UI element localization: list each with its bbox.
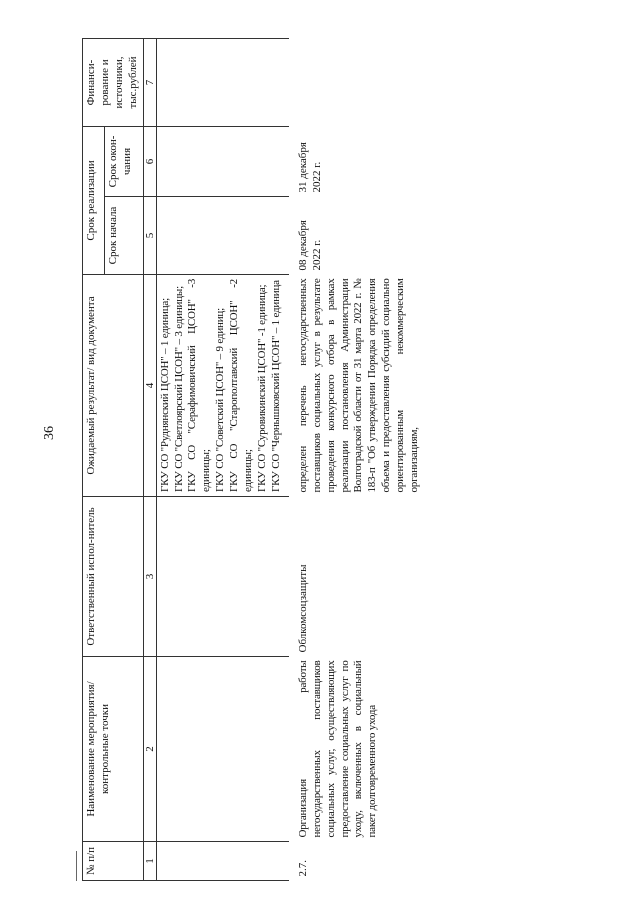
- end-date: 31 декабря 2022 г.: [296, 142, 323, 193]
- header-end: Срок окон-чания: [105, 126, 143, 196]
- cell-empty: [156, 197, 289, 275]
- result-line: ГКУ СО "Суровикинский ЦСОН" -1 единица;: [255, 284, 268, 492]
- cell-empty: [156, 126, 289, 196]
- column-number: 1: [143, 842, 156, 881]
- column-number: 6: [143, 126, 156, 196]
- cell-empty: [156, 497, 289, 657]
- column-number: 4: [143, 275, 156, 497]
- header-executor: Ответственный испол-нитель: [83, 497, 144, 657]
- result-line: ГКУ СО "Светлоярский ЦСОН" – 3 единицы;: [172, 286, 185, 492]
- row-2-7: [289, 38, 424, 880]
- column-number: 7: [143, 38, 156, 126]
- header-name: Наименование мероприятия/ контрольные точки: [83, 657, 144, 842]
- plan-table: [82, 38, 424, 881]
- divider: [76, 851, 77, 881]
- header-row: [83, 38, 105, 880]
- rotated-page: [82, 39, 598, 881]
- header-num: № п/п: [83, 842, 144, 881]
- start-date: 08 декабря 2022 г.: [296, 220, 323, 271]
- result-line: ГКУ СО "Серафимовичский ЦСОН" -3 единицы;: [186, 279, 213, 492]
- result-continuation: [156, 275, 289, 497]
- page-number: 36: [42, 426, 57, 440]
- result-line: ГКУ СО "Старополтавский ЦСОН" -2 единицы;: [228, 279, 255, 492]
- cell-empty: [156, 38, 289, 126]
- result-line: ГКУ СО "Советский ЦСОН" – 9 единиц;: [214, 308, 227, 492]
- continuation-row: [156, 38, 289, 880]
- result-line: ГКУ СО "Чернышковский ЦСОН" – 1 единица: [269, 280, 282, 492]
- cell-empty: [156, 657, 289, 842]
- header-start: Срок начала: [105, 197, 143, 275]
- cell-empty: [156, 842, 289, 881]
- column-number: 5: [143, 197, 156, 275]
- expected-result: определен перечень негосударственных поставщиков социальных услуг в результате проведения конкурсного отбора в рамках реализации постановления Администрации Волгоградской области от 31 марта 2022 г. № 183-п "Об утверждении Порядка определения объема и предоставления субсидий социально ориентированным некоммерческим организациям,: [296, 278, 421, 493]
- executor: Облкомсоцзащиты: [296, 564, 309, 653]
- funding: [289, 38, 424, 126]
- column-number: 3: [143, 497, 156, 657]
- header-result: Ожидаемый результат/ вид документа: [83, 275, 144, 497]
- header-term: Срок реализации: [83, 126, 105, 274]
- column-number: 2: [143, 657, 156, 842]
- row-number: 2.7.: [296, 860, 309, 877]
- header-funding: Финанси-рование и источники, тыс.рублей: [83, 38, 144, 126]
- column-number-row: [143, 38, 156, 880]
- activity-name: Организация работы негосударственных поставщиков социальных услуг, осуществляющих предоставление социальных услуг по уходу, включенных в социальный пакет долговременного ухода: [296, 660, 379, 838]
- result-line: ГКУ СО "Руднянский ЦСОН" – 1 единица;: [158, 298, 171, 492]
